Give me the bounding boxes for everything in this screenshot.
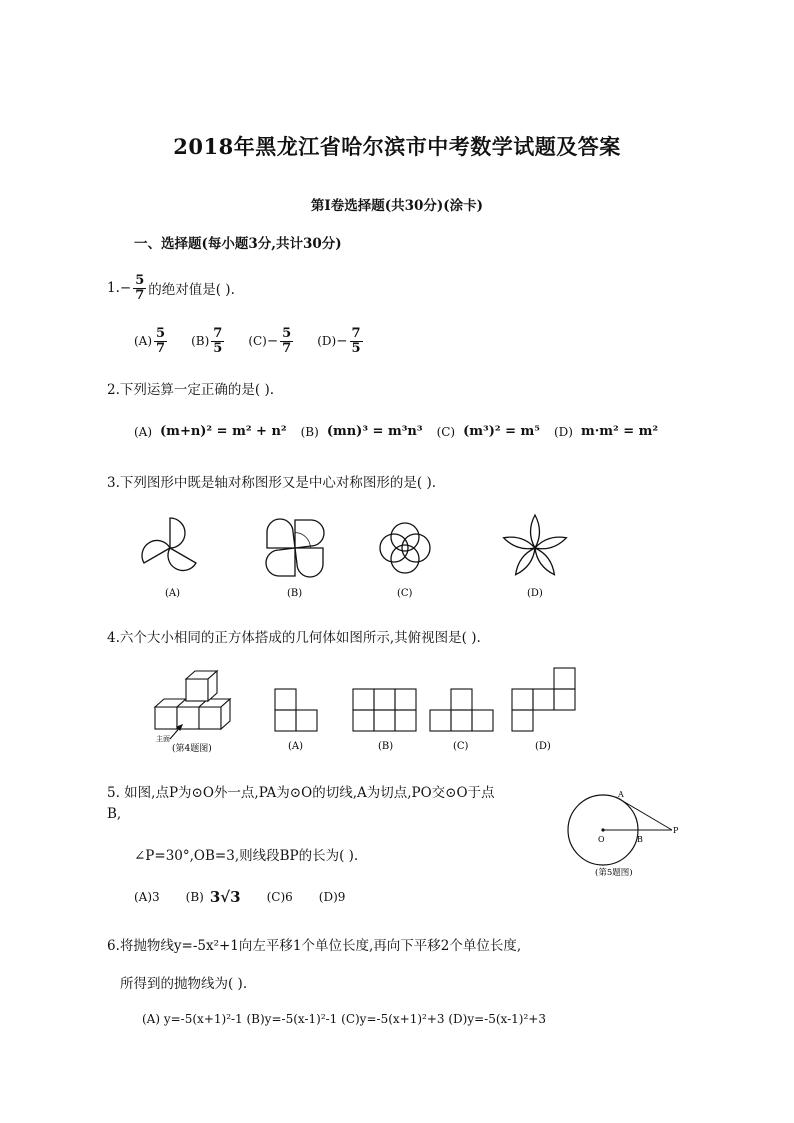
q4-option-d-shape[interactable] xyxy=(512,668,575,731)
question-1 xyxy=(107,268,235,308)
q5-options xyxy=(134,888,345,906)
q5-caption: (第5题图) xyxy=(595,868,633,878)
q5-point-p: P xyxy=(673,826,679,835)
q3-label-b: (B) xyxy=(287,588,303,599)
q4-option-a-shape[interactable] xyxy=(275,689,317,731)
q4-figures xyxy=(150,665,590,755)
q2-options xyxy=(134,424,658,439)
q1-option-d-fraction: $\frac{7}{5}$ xyxy=(351,325,361,356)
q5-option-b[interactable]: (B) xyxy=(185,890,204,904)
q1-option-d[interactable]: (D) xyxy=(317,334,337,348)
q2-option-c[interactable]: (C) xyxy=(436,424,456,439)
q5-option-a[interactable]: (A)3 xyxy=(134,890,160,904)
q5-option-d[interactable]: (D)9 xyxy=(318,890,346,904)
q1-option-b[interactable]: (B) xyxy=(191,334,210,348)
q1-option-c[interactable]: (C) xyxy=(248,334,267,348)
q3-label-a: (A) xyxy=(165,588,181,599)
q4-solid xyxy=(155,671,230,739)
q2-option-b[interactable]: (B) xyxy=(300,424,319,439)
q3-figures xyxy=(125,505,595,605)
q4-front-label: 主面 xyxy=(156,735,170,743)
question-2: 2.下列运算一定正确的是( ). xyxy=(107,382,274,398)
q6-options[interactable]: (A) y=-5(x+1)²-1 (B)y=-5(x-1)²-1 (C)y=-5(x+1)²+3 (D)y=-5(x-1)²+3 xyxy=(142,1012,546,1026)
q1-fraction: $\frac{5}{7}$ xyxy=(135,272,145,303)
q4-caption: (第4题图) xyxy=(172,744,212,754)
q3-label-c: (C) xyxy=(397,588,413,599)
q2-option-d-expr: m·m² = m² xyxy=(580,424,659,439)
q2-option-c-expr: (m³)² = m⁵ xyxy=(463,424,540,439)
q2-option-a[interactable]: (A) xyxy=(134,424,153,439)
q3-shape-d[interactable] xyxy=(502,515,568,577)
question-3: 3.下列图形中既是轴对称图形又是中心对称图形的是( ). xyxy=(107,475,436,491)
q1-option-c-fraction: $\frac{5}{7}$ xyxy=(282,325,292,356)
q3-shape-a[interactable] xyxy=(142,518,196,571)
q4-option-b-shape[interactable] xyxy=(353,689,416,731)
q5-figure xyxy=(560,785,690,880)
question-6-line2: 所得到的抛物线为( ). xyxy=(120,976,248,992)
question-5-line3: ∠P=30°,OB=3,则线段BP的长为( ). xyxy=(134,848,359,864)
q3-shape-c[interactable] xyxy=(380,523,430,573)
question-4: 4.六个大小相同的正方体搭成的几何体如图所示,其俯视图是( ). xyxy=(107,630,481,646)
question-5-line1: 5. 如图,点P为⊙O外一点,PA为⊙O的切线,A为切点,PO交⊙O于点 xyxy=(107,785,495,801)
q5-point-o: O xyxy=(598,835,605,844)
q1-minus: − xyxy=(119,280,132,296)
q4-label-a: (A) xyxy=(288,741,304,752)
q1-option-a-fraction: $\frac{5}{7}$ xyxy=(156,325,166,356)
section-heading: 第Ⅰ卷选择题(共30分)(涂卡) xyxy=(310,198,484,214)
q4-label-d: (D) xyxy=(535,741,551,752)
q4-label-b: (B) xyxy=(378,741,394,752)
part-heading: 一、选择题(每小题3分,共计30分) xyxy=(134,236,342,252)
q1-suffix: 的绝对值是( ). xyxy=(148,282,235,298)
question-6-line1: 6.将抛物线y=-5x²+1向左平移1个单位长度,再向下平移2个单位长度, xyxy=(107,938,522,954)
q2-option-a-expr: (m+n)² = m² + n² xyxy=(160,424,287,439)
q2-option-b-expr: (mn)³ = m³n³ xyxy=(326,424,423,439)
q5-option-c[interactable]: (C)6 xyxy=(266,890,293,904)
q1-option-a[interactable]: (A) xyxy=(134,334,153,348)
q1-prefix: 1. xyxy=(107,280,120,296)
q1-option-b-fraction: $\frac{7}{5}$ xyxy=(213,325,223,356)
q3-label-d: (D) xyxy=(527,588,543,599)
q5-option-b-expr: 3√3 xyxy=(209,888,241,906)
q3-shape-b[interactable] xyxy=(266,519,324,577)
q4-label-c: (C) xyxy=(453,741,469,752)
q1-options: (A) $\frac{5}{7}$ (B) $\frac{7}{5}$ (C) − $\frac{5}{7}$ (D) − $\frac{7}{5}$ xyxy=(134,325,361,356)
q5-point-a: A xyxy=(618,790,624,799)
q5-point-b: B xyxy=(637,835,643,844)
page-title: 2018年黑龙江省哈尔滨市中考数学试题及答案 xyxy=(173,134,621,159)
question-5-line2: B, xyxy=(107,806,122,822)
q2-option-d[interactable]: (D) xyxy=(553,424,573,439)
q4-option-c-shape[interactable] xyxy=(430,689,493,731)
